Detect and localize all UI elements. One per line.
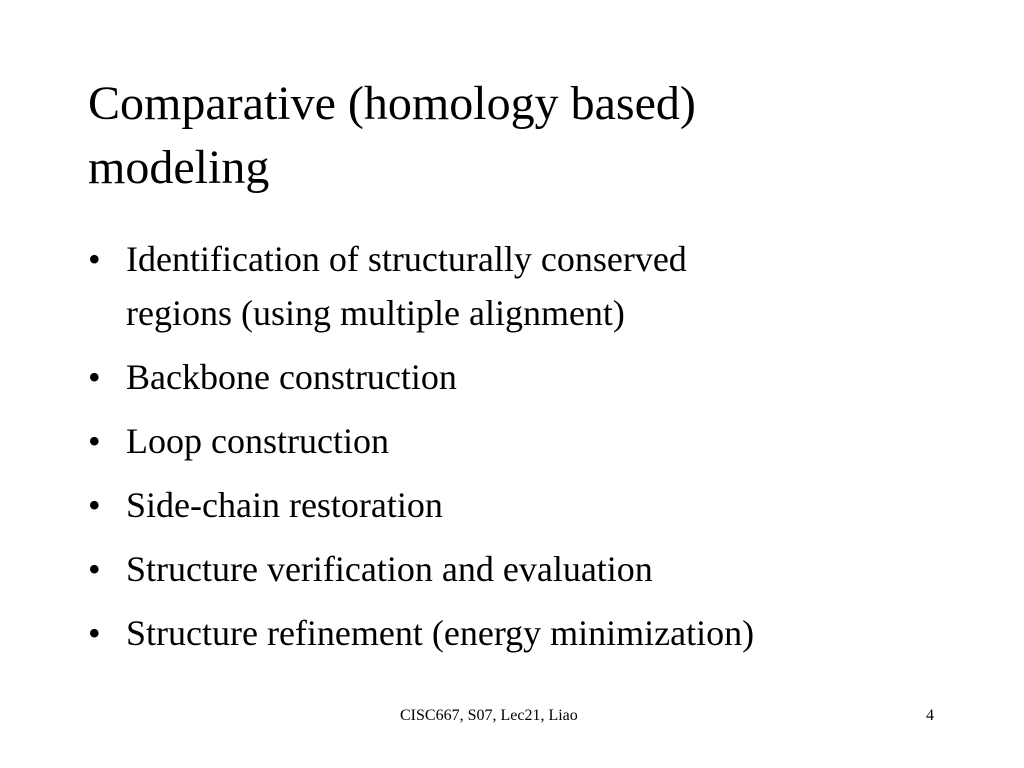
- bullet-item: [88, 232, 968, 340]
- bullet-item: [88, 414, 968, 468]
- bullet-text: • Side-chain restoration: [126, 485, 443, 525]
- bullet-text: regions (using multiple alignment): [126, 293, 625, 333]
- slide-title: [88, 72, 948, 200]
- footer-course-info: CISC667, S07, Lec21, Liao: [400, 707, 578, 724]
- bullet-list: [88, 232, 968, 670]
- bullet-item: [88, 606, 968, 660]
- bullet-item: [88, 542, 968, 596]
- bullet-text: • Identification of structurally conserved: [126, 239, 687, 279]
- bullet-text: • Loop construction: [126, 421, 389, 461]
- bullet-item: [88, 478, 968, 532]
- slide-title-line: modeling: [88, 141, 270, 194]
- bullet-text: • Structure verification and evaluation: [126, 549, 653, 589]
- bullet-text: • Structure refinement (energy minimization): [126, 613, 755, 653]
- bullet-text: • Backbone construction: [126, 357, 457, 397]
- bullet-item: [88, 350, 968, 404]
- page-number: 4: [926, 707, 934, 724]
- slide-title-line: Comparative (homology based): [88, 77, 696, 130]
